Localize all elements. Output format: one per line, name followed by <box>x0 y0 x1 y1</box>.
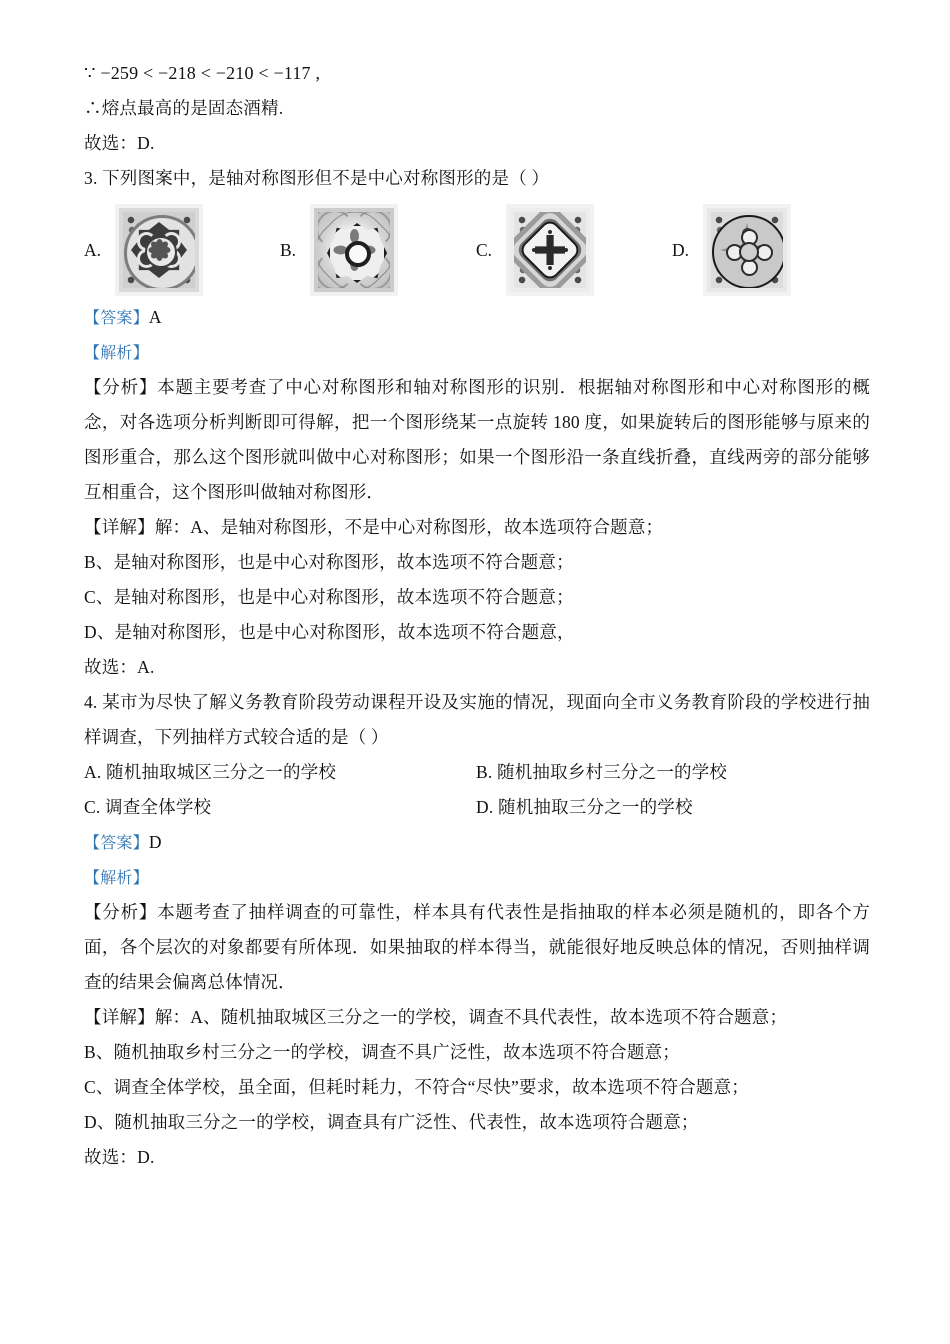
question4-stem <box>84 685 870 755</box>
question4-analysis <box>84 895 870 1000</box>
question3-option-d[interactable] <box>672 200 791 300</box>
question3-number: 3. <box>84 168 98 188</box>
question3-option-d-label: D. <box>672 239 690 260</box>
carryover-math-line: ∵ −259 < −218 < −210 < −117 , <box>84 63 321 83</box>
question4-option-b-text: 随机抽取乡村三分之一的学校 <box>497 762 728 782</box>
question3-option-a[interactable] <box>84 200 203 300</box>
question3-detail-line-0 <box>84 510 870 545</box>
question3-option-image-row <box>84 200 870 300</box>
question3-explain-label: 【解析】 <box>84 343 149 362</box>
question4-option-a[interactable] <box>84 755 476 790</box>
question3-option-b[interactable] <box>280 200 398 300</box>
question4-option-a-text: 随机抽取城区三分之一的学校 <box>106 762 337 782</box>
question4-explain-label: 【解析】 <box>84 868 149 887</box>
question4-option-b-label: B. <box>476 762 493 782</box>
question3-analysis <box>84 370 870 510</box>
pattern-tile-a <box>115 204 203 296</box>
question3-choose-line: 故选：A. <box>84 657 155 677</box>
pattern-tile-c <box>506 204 594 296</box>
question4-option-d[interactable] <box>476 797 693 817</box>
question3-option-a-label: A. <box>84 239 102 260</box>
question4-option-c[interactable] <box>84 790 476 825</box>
question4-option-c-label: C. <box>84 797 101 817</box>
question4-option-d-label: D. <box>476 797 494 817</box>
carryover-choose-line: 故选：D. <box>84 133 155 153</box>
question4-detail-line-2: C、调查全体学校，虽全面，但耗时耗力，不符合“尽快”要求，故本选项不符合题意； <box>84 1077 750 1097</box>
question4-stem-text: 某市为尽快了解义务教育阶段劳动课程开设及实施的情况，现面向全市义务教育阶段的学校进行抽样调查，下列抽样方式较合适的是（ ） <box>84 692 871 747</box>
pattern-tile-d <box>703 204 791 296</box>
question4-answer-value: D <box>148 832 162 852</box>
question3-analysis-text: 本题主要考查了中心对称图形和轴对称图形的识别．根据轴对称图形和中心对称图形的概念，对各选项分析判断即可得解，把一个图形绕某一点旋转 180 度，如果旋转后的图形能够与原来的图形重合，那么这个图形就叫做中心对称图形；如果一个图形沿一条直线折叠，直线两旁的部分能够互相重合，这个图形叫做轴对称图形． <box>84 377 870 502</box>
question4-detail-text-0: 解：A、随机抽取城区三分之一的学校，调查不具代表性，故本选项不符合题意； <box>154 1007 788 1027</box>
question4-option-d-text: 随机抽取三分之一的学校 <box>498 797 693 817</box>
question4-option-c-text: 调查全体学校 <box>105 797 212 817</box>
question4-explain-header <box>84 860 870 895</box>
question4-answer-label: 【答案】 <box>84 833 149 852</box>
question3-option-c-label: C. <box>476 239 493 260</box>
question4-detail-line-3: D、随机抽取三分之一的学校，调查具有广泛性、代表性，故本选项符合题意； <box>84 1112 699 1132</box>
question4-detail-line-0 <box>84 1000 870 1035</box>
pattern-tile-b <box>310 204 398 296</box>
question4-option-row-1 <box>84 755 870 790</box>
question3-detail-text-0: 解：A、是轴对称图形，不是中心对称图形，故本选项符合题意； <box>154 517 664 537</box>
question3-option-b-label: B. <box>280 239 297 260</box>
question4-analysis-text: 本题考查了抽样调查的可靠性，样本具有代表性是指抽取的样本必须是随机的，即各个方面，各个层次的对象都要有所体现．如果抽取的样本得当，就能很好地反映总体的情况，否则抽样调查的结果会偏离总体情况． <box>84 902 870 992</box>
question4-option-b[interactable] <box>476 762 727 782</box>
question3-detail-label: 【详解】 <box>84 517 155 537</box>
question3-explain-header <box>84 335 870 370</box>
question4-analysis-label: 【分析】 <box>84 902 158 922</box>
question4-answer <box>84 825 870 860</box>
question4-choose-line: 故选：D. <box>84 1147 155 1167</box>
question3-answer-value: A <box>148 307 162 327</box>
question3-option-c[interactable] <box>476 200 594 300</box>
question4-number: 4. <box>84 692 98 712</box>
question3-stem <box>84 161 870 196</box>
question3-detail-line-3: D、是轴对称图形，也是中心对称图形，故本选项不符合题意， <box>84 622 575 642</box>
page-body-column <box>84 56 870 1175</box>
question3-analysis-label: 【分析】 <box>84 377 158 397</box>
question4-option-a-label: A. <box>84 762 102 782</box>
question3-answer <box>84 300 870 335</box>
question3-stem-text: 下列图案中，是轴对称图形但不是中心对称图形的是（ ） <box>102 168 550 188</box>
question3-answer-label: 【答案】 <box>84 308 149 327</box>
question4-detail-label: 【详解】 <box>84 1007 155 1027</box>
carryover-conclusion-line: ∴熔点最高的是固态酒精. <box>84 98 284 118</box>
question3-detail-line-1: B、是轴对称图形，也是中心对称图形，故本选项不符合题意； <box>84 552 574 572</box>
question4-option-row-2 <box>84 790 870 825</box>
question4-detail-line-1: B、随机抽取乡村三分之一的学校，调查不具广泛性，故本选项不符合题意； <box>84 1042 680 1062</box>
question3-detail-line-2: C、是轴对称图形，也是中心对称图形，故本选项不符合题意； <box>84 587 574 607</box>
